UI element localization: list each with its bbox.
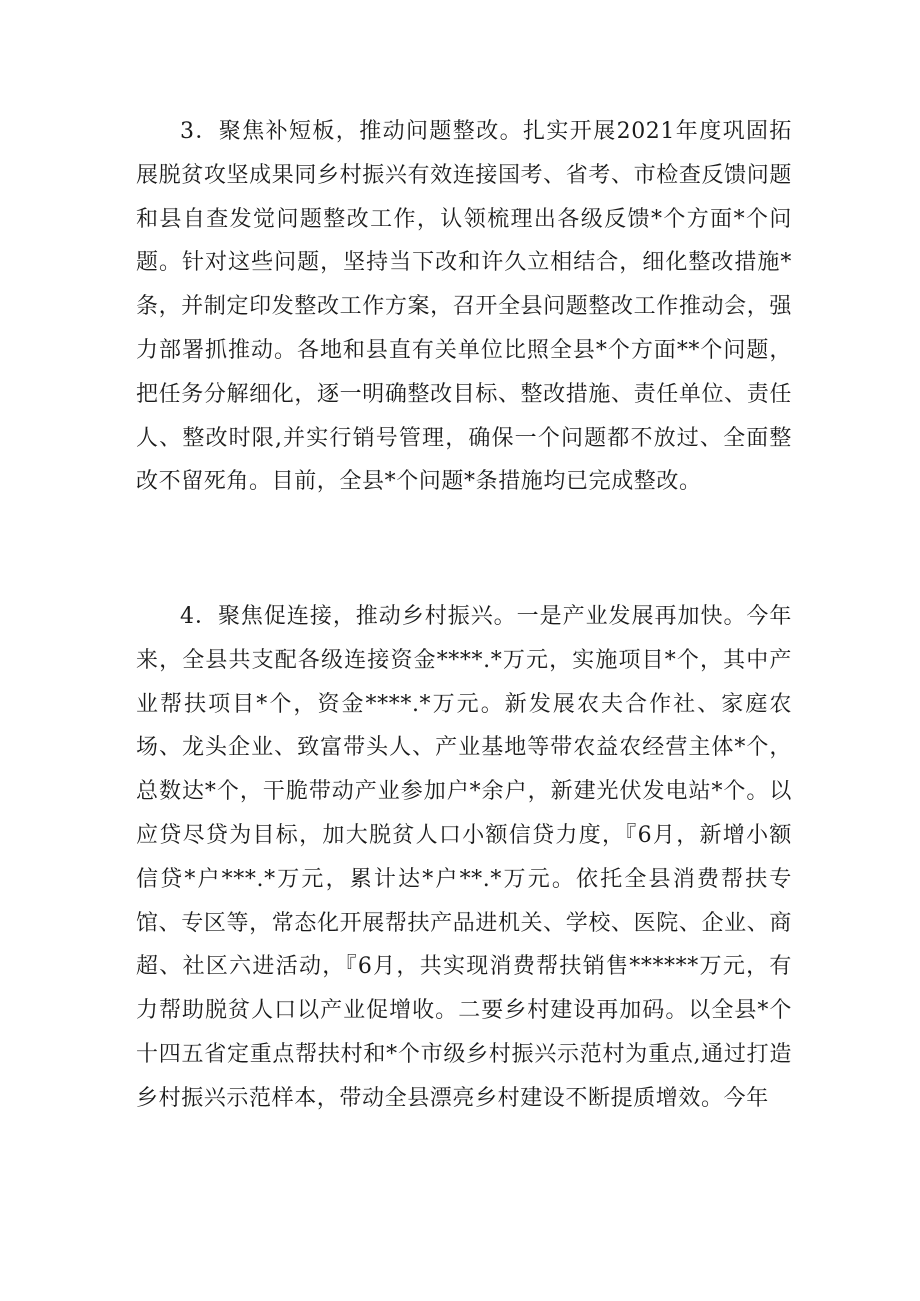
paragraph-3-problem-rectification: 3．聚焦补短板，推动问题整改。扎实开展2021年度巩固拓展脱贫攻坚成果同乡村振兴有效连接国考、省考、市检查反馈问题和县自查发觉问题整改工作，认领梳理出各级反馈*个方面*个问题。针对这些问题，坚持当下改和许久立相结合，细化整改措施*条，并制定印发整改工作方案，召开全县问题整改工作推动会，强力部署抓推动。各地和县直有关单位比照全县*个方面**个问题，把任务分解细化，逐一明确整改目标、整改措施、责任单位、责任人、整改时限,并实行销号管理，确保一个问题都不放过、全面整改不留死角。目前，全县*个问题*条措施均已完成整改。 [136, 119, 792, 495]
paragraph-4-rural-revitalization: 4．聚焦促连接，推动乡村振兴。一是产业发展再加快。今年来，全县共支配各级连接资金****.*万元，实施项目*个，其中产业帮扶项目*个，资金****.*万元。新发展农夫合作社、家庭农场、龙头企业、致富带头人、产业基地等带农益农经营主体*个，总数达*个，干脆带动产业参加户*余户，新建光伏发电站*个。以应贷尽贷为目标，加大脱贫人口小额信贷力度，『6月，新增小额信贷*户***.*万元，累计达*户**.*万元。依托全县消费帮扶专馆、专区等，常态化开展帮扶产品进机关、学校、医院、企业、商超、社区六进活动，『6月，共实现消费帮扶销售******万元，有力帮助脱贫人口以产业促增收。二要乡村建设再加码。以全县*个十四五省定重点帮扶村和*个市级乡村振兴示范村为重点,通过打造乡村振兴示范样本，带动全县漂亮乡村建设不断提质增效。今年 [136, 604, 792, 1111]
